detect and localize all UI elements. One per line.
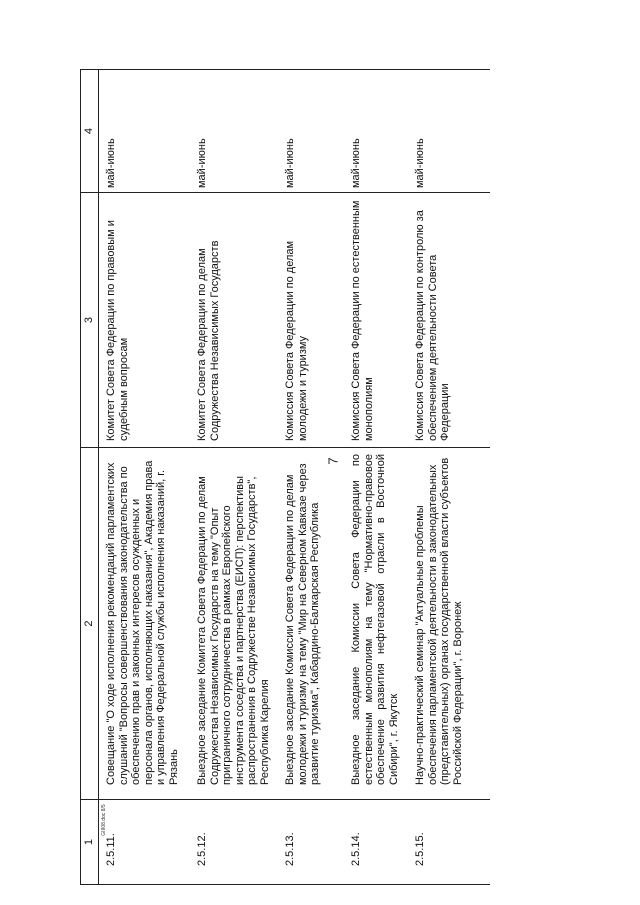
event-description: Научно-практический семинар "Актуальные проблемы обеспечения парламентской деятельности в законодательных (представительных) органах государственной власти субъектов Российской Федерации", г. Воронеж: [408, 448, 490, 800]
responsible-body: Комиссия Совета Федерации по контролю за обеспечением деятельности Совета Федерации: [408, 193, 490, 448]
column-header-4: 4: [81, 70, 99, 193]
table-row: [190, 70, 278, 885]
event-term: май-июнь: [344, 70, 408, 193]
column-header-1: 1: [81, 800, 99, 885]
rotated-table-page: [80, 70, 530, 885]
events-table: [80, 69, 490, 885]
event-term: май-июнь: [99, 70, 191, 193]
table-row: [278, 70, 344, 885]
table-row: [99, 70, 191, 885]
row-number: 2.5.15.: [408, 800, 490, 885]
table-row: [408, 70, 490, 885]
column-header-2: 2: [81, 448, 99, 800]
page-number: 7: [325, 457, 341, 465]
table-header-row: [81, 70, 99, 885]
event-description: Выездное заседание Комиссии Совета Федерации по делам молодежи и туризму на тему "Мир на Северном Кавказе через развитие туризма", Кабардино-Балкарская Республика: [278, 448, 344, 800]
row-number: 2.5.11.: [99, 800, 191, 885]
event-description: Совещание "О ходе исполнения рекомендаций парламентских слушаний "Вопросы совершенствования законодательства по обеспечению прав и законных интересов осужденных и персонала органов, исполняющих наказания", Академия права и управления Федеральной службы исполнения наказаний, г. Рязань: [99, 448, 191, 800]
event-term: май-июнь: [278, 70, 344, 193]
table-row: [344, 70, 408, 885]
responsible-body: Комиссия Совета Федерации по делам молодежи и туризму: [278, 193, 344, 448]
event-description: Выездное заседание Комиссии Совета Федерации по естественным монополиям на тему "Нормативно-правовое обеспечение развития нефтегазовой отрасли в Восточной Сибири", г. Якутск: [344, 448, 408, 800]
row-number: 2.5.13.: [278, 800, 344, 885]
responsible-body: Комитет Совета Федерации по правовым и судебным вопросам: [99, 193, 191, 448]
event-term: май-июнь: [408, 70, 490, 193]
responsible-body: Комиссия Совета Федерации по естественным монополиям: [344, 193, 408, 448]
row-number: 2.5.14.: [344, 800, 408, 885]
row-number: 2.5.12.: [190, 800, 278, 885]
event-term: май-июнь: [190, 70, 278, 193]
responsible-body: Комитет Совета Федерации по делам Содружества Независимых Государств: [190, 193, 278, 448]
event-description: Выездное заседание Комитета Совета Федерации по делам Содружества Независимых Государств на тему "Опыт приграничного сотрудничества в рамках Европейского инструмента соседства и партнерства (ЕИСП): перспективы распространения в Содружестве Независимых Государств", Республика Карелия: [190, 448, 278, 800]
document-code: GIII08.doc 8/5: [101, 804, 107, 836]
column-header-3: 3: [81, 193, 99, 448]
